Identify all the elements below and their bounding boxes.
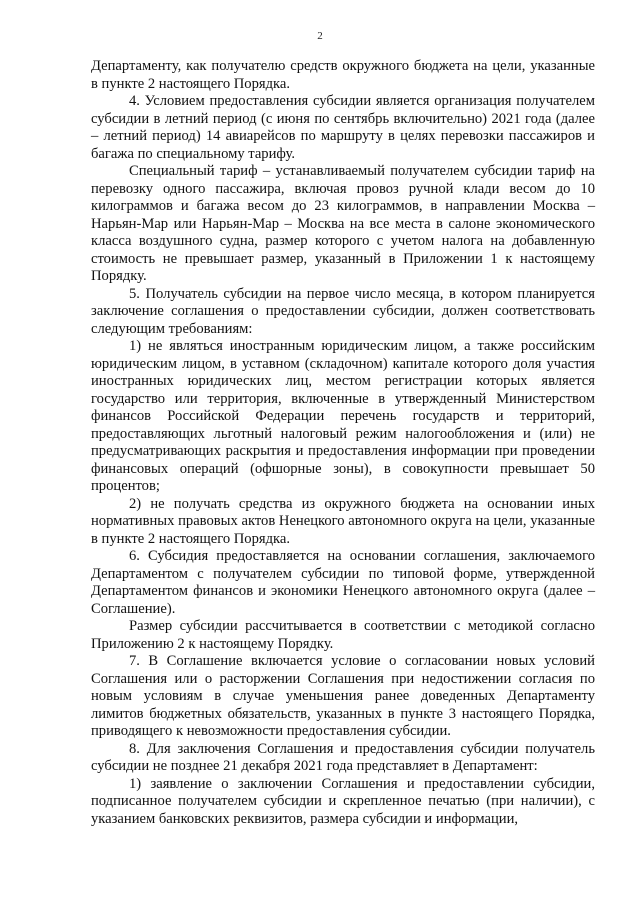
paragraph-clause-5: 5. Получатель субсидии на первое число месяца, в котором планируется заключение соглашения о предоставлении субсидии, должен соответствовать следующим требованиям: — [91, 285, 595, 337]
paragraph-clause-8-item-1: 1) заявление о заключении Соглашения и предоставлении субсидии, подписанное получателем субсидии и скрепленное печатью (при наличии), с указанием банковских реквизитов, размера субсидии и информации, — [91, 775, 595, 827]
paragraph-clause-4: 4. Условием предоставления субсидии является организация получателем субсидии в летний период (с июня по сентябрь включительно) 2021 года (далее – летний период) 14 авиарейсов по маршруту в целях перевозки пассажиров и багажа по специальному тарифу. — [91, 93, 595, 162]
paragraph-clause-7: 7. В Соглашение включается условие о согласовании новых условий Соглашения или о расторжении Соглашения при недостижении согласия по новым условиям в случае уменьшения ранее доведенных Департаменту лимитов бюджетных обязательств, указанных в пункте 3 настоящего Порядка, приводящего к невозможности предоставления субсидии. — [91, 653, 595, 739]
page-number: 2 — [317, 30, 323, 42]
document-body — [91, 58, 595, 828]
paragraph-continuation: Департаменту, как получателю средств окружного бюджета на цели, указанные в пункте 2 настоящего Порядка. — [91, 58, 595, 92]
paragraph-clause-5-item-1: 1) не являться иностранным юридическим лицом, а также российским юридическим лицом, в уставном (складочном) капитале которого доля участия иностранных юридических лиц, местом регистрации которых является государство или территория, включенные в утвержденный Министерством финансов Российской Федерации перечень государств и территорий, предоставляющих льготный налоговый режим налогообложения и (или) не предусматривающих раскрытия и предоставления информации при проведении финансовых операций (офшорные зоны), в совокупности превышает 50 процентов; — [91, 338, 595, 494]
paragraph-subsidy-size: Размер субсидии рассчитывается в соответствии с методикой согласно Приложению 2 к настоящему Порядку. — [91, 618, 595, 652]
paragraph-clause-6: 6. Субсидия предоставляется на основании соглашения, заключаемого Департаментом с получателем субсидии по типовой форме, утвержденной Департаментом финансов и экономики Ненецкого автономного округа (далее – Соглашение). — [91, 548, 595, 617]
paragraph-clause-5-item-2: 2) не получать средства из окружного бюджета на основании иных нормативных правовых актов Ненецкого автономного округа на цели, указанные в пункте 2 настоящего Порядка. — [91, 495, 595, 547]
paragraph-special-tariff: Специальный тариф – устанавливаемый получателем субсидии тариф на перевозку одного пассажира, включая провоз ручной клади весом до 10 килограммов и багажа весом до 23 килограммов, в направлении Москва – Нарьян-Мар или Нарьян-Мар – Москва на все места в салоне экономического класса воздушного судна, размер которого с учетом налога на добавленную стоимость не превышает размер, указанный в Приложении 1 к настоящему Порядку. — [91, 163, 595, 284]
paragraph-clause-8: 8. Для заключения Соглашения и предоставления субсидии получатель субсидии не позднее 21 декабря 2021 года представляет в Департамент: — [91, 740, 595, 774]
